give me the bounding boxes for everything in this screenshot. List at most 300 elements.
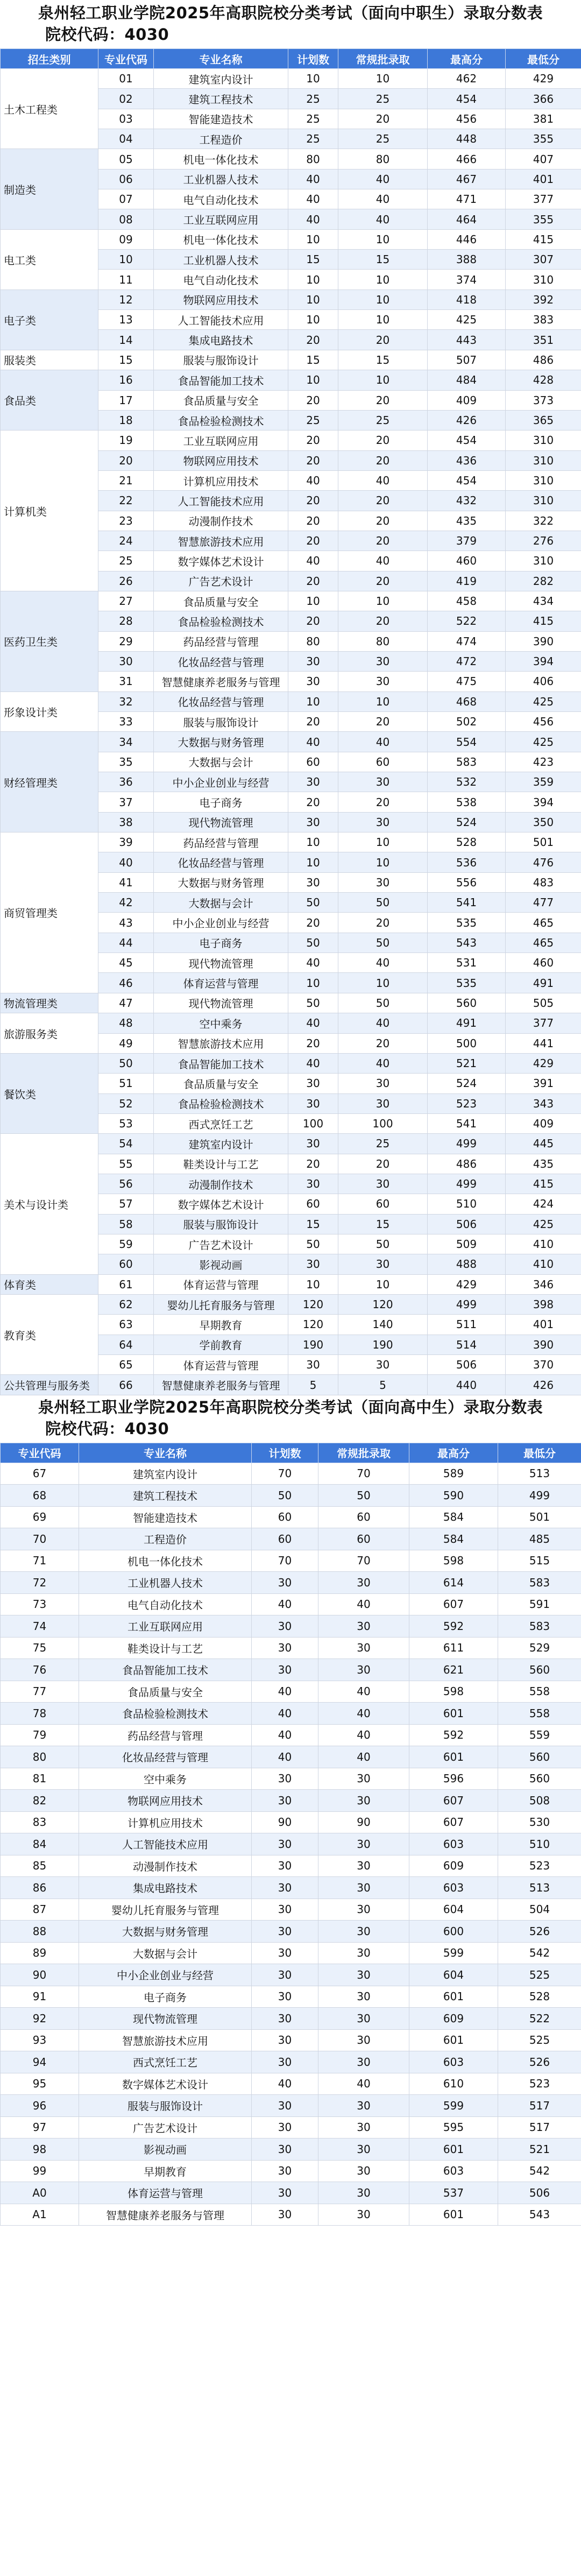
plan-count-cell: 30 xyxy=(252,1855,318,1877)
category-cell: 财经管理类 xyxy=(1,732,98,832)
plan-count-cell: 10 xyxy=(288,69,338,89)
table2-header-row xyxy=(1,1443,581,1463)
major-name-cell: 数字媒体艺术设计 xyxy=(154,551,288,571)
major-code-cell: 84 xyxy=(1,1833,79,1855)
max-score-cell: 598 xyxy=(409,1681,498,1703)
major-name-cell: 化妆品经营与管理 xyxy=(154,651,288,671)
min-score-cell: 394 xyxy=(506,651,581,671)
admitted-count-cell: 40 xyxy=(338,169,428,189)
admitted-count-cell: 10 xyxy=(338,310,428,330)
plan-count-cell: 40 xyxy=(288,551,338,571)
major-code-cell: 67 xyxy=(1,1463,79,1485)
column-header: 计划数 xyxy=(252,1443,318,1463)
min-score-cell: 425 xyxy=(506,691,581,711)
major-code-cell: 36 xyxy=(98,772,154,792)
min-score-cell: 425 xyxy=(506,732,581,752)
table-row xyxy=(1,1463,581,1485)
plan-count-cell: 10 xyxy=(288,591,338,611)
table-row xyxy=(1,993,581,1013)
max-score-cell: 419 xyxy=(428,571,506,591)
plan-count-cell: 20 xyxy=(288,531,338,551)
major-code-cell: 30 xyxy=(98,651,154,671)
min-score-cell: 377 xyxy=(506,189,581,209)
min-score-cell: 276 xyxy=(506,531,581,551)
major-name-cell: 体育运营与管理 xyxy=(154,973,288,993)
column-header: 最高分 xyxy=(409,1443,498,1463)
admitted-count-cell: 30 xyxy=(318,1790,409,1812)
major-name-cell: 中小企业创业与经营 xyxy=(154,772,288,792)
plan-count-cell: 50 xyxy=(252,1485,318,1507)
admitted-count-cell: 20 xyxy=(338,913,428,933)
admitted-count-cell: 30 xyxy=(318,1964,409,1986)
min-score-cell: 373 xyxy=(506,390,581,410)
major-code-cell: 37 xyxy=(98,792,154,812)
plan-count-cell: 30 xyxy=(288,872,338,892)
major-name-cell: 广告艺术设计 xyxy=(79,2116,252,2139)
major-name-cell: 食品质量与安全 xyxy=(154,591,288,611)
admitted-count-cell: 20 xyxy=(338,531,428,551)
major-code-cell: 13 xyxy=(98,310,154,330)
max-score-cell: 535 xyxy=(428,913,506,933)
major-name-cell: 早期教育 xyxy=(154,1315,288,1335)
plan-count-cell: 30 xyxy=(288,1134,338,1154)
plan-count-cell: 10 xyxy=(288,852,338,872)
admitted-count-cell: 25 xyxy=(338,1134,428,1154)
min-score-cell: 558 xyxy=(498,1703,581,1725)
column-header: 专业代码 xyxy=(98,49,154,69)
admitted-count-cell: 30 xyxy=(318,1899,409,1921)
admitted-count-cell: 40 xyxy=(318,1681,409,1703)
max-score-cell: 524 xyxy=(428,812,506,832)
major-name-cell: 化妆品经营与管理 xyxy=(154,852,288,872)
min-score-cell: 401 xyxy=(506,169,581,189)
table-row xyxy=(1,370,581,390)
admitted-count-cell: 40 xyxy=(338,953,428,973)
min-score-cell: 359 xyxy=(506,772,581,792)
major-name-cell: 食品质量与安全 xyxy=(154,390,288,410)
table-row xyxy=(1,1134,581,1154)
max-score-cell: 464 xyxy=(428,209,506,229)
category-cell: 计算机类 xyxy=(1,430,98,591)
major-code-cell: 56 xyxy=(98,1174,154,1194)
plan-count-cell: 50 xyxy=(288,933,338,952)
admitted-count-cell: 30 xyxy=(318,1855,409,1877)
major-name-cell: 中小企业创业与经营 xyxy=(154,913,288,933)
major-code-cell: 59 xyxy=(98,1234,154,1254)
table-row xyxy=(1,2139,581,2161)
plan-count-cell: 30 xyxy=(252,2095,318,2117)
major-code-cell: 80 xyxy=(1,1746,79,1768)
max-score-cell: 440 xyxy=(428,1375,506,1395)
min-score-cell: 434 xyxy=(506,591,581,611)
major-code-cell: 51 xyxy=(98,1074,154,1093)
admitted-count-cell: 20 xyxy=(338,571,428,591)
major-name-cell: 现代物流管理 xyxy=(154,812,288,832)
plan-count-cell: 40 xyxy=(288,189,338,209)
max-score-cell: 475 xyxy=(428,672,506,691)
major-name-cell: 药品经营与管理 xyxy=(154,832,288,852)
admitted-count-cell: 30 xyxy=(338,651,428,671)
min-score-cell: 415 xyxy=(506,229,581,249)
major-name-cell: 体育运营与管理 xyxy=(154,1355,288,1375)
max-score-cell: 521 xyxy=(428,1053,506,1073)
major-name-cell: 机电一体化技术 xyxy=(154,149,288,169)
major-name-cell: 数字媒体艺术设计 xyxy=(79,2073,252,2095)
major-code-cell: 25 xyxy=(98,551,154,571)
plan-count-cell: 50 xyxy=(288,1234,338,1254)
min-score-cell: 365 xyxy=(506,410,581,430)
plan-count-cell: 20 xyxy=(288,1154,338,1174)
major-name-cell: 智慧健康养老服务与管理 xyxy=(154,672,288,691)
plan-count-cell: 15 xyxy=(288,1214,338,1234)
max-score-cell: 604 xyxy=(409,1964,498,1986)
table-row xyxy=(1,430,581,450)
category-cell: 电工类 xyxy=(1,229,98,290)
min-score-cell: 513 xyxy=(498,1877,581,1899)
table-row xyxy=(1,1681,581,1703)
plan-count-cell: 30 xyxy=(288,651,338,671)
min-score-cell: 343 xyxy=(506,1093,581,1113)
min-score-cell: 522 xyxy=(498,2008,581,2030)
plan-count-cell: 80 xyxy=(288,631,338,651)
plan-count-cell: 120 xyxy=(288,1294,338,1314)
major-name-cell: 服装与服饰设计 xyxy=(154,1214,288,1234)
category-cell: 土木工程类 xyxy=(1,69,98,149)
plan-count-cell: 40 xyxy=(288,732,338,752)
admitted-count-cell: 90 xyxy=(318,1811,409,1833)
table-row xyxy=(1,290,581,309)
major-name-cell: 化妆品经营与管理 xyxy=(154,691,288,711)
major-code-cell: 48 xyxy=(98,1013,154,1033)
plan-count-cell: 40 xyxy=(288,470,338,490)
admitted-count-cell: 30 xyxy=(338,812,428,832)
admitted-count-cell: 15 xyxy=(338,250,428,270)
max-score-cell: 583 xyxy=(428,752,506,772)
min-score-cell: 491 xyxy=(506,973,581,993)
admitted-count-cell: 20 xyxy=(338,792,428,812)
plan-count-cell: 120 xyxy=(288,1315,338,1335)
major-name-cell: 工业互联网应用 xyxy=(154,209,288,229)
admitted-count-cell: 70 xyxy=(318,1463,409,1485)
major-code-cell: 90 xyxy=(1,1964,79,1986)
plan-count-cell: 30 xyxy=(252,2051,318,2073)
plan-count-cell: 30 xyxy=(288,772,338,792)
major-name-cell: 现代物流管理 xyxy=(79,2008,252,2030)
admitted-count-cell: 30 xyxy=(318,1986,409,2008)
table-row xyxy=(1,1013,581,1033)
major-code-cell: 64 xyxy=(98,1335,154,1354)
plan-count-cell: 30 xyxy=(252,1790,318,1812)
major-name-cell: 电气自动化技术 xyxy=(79,1593,252,1615)
max-score-cell: 584 xyxy=(409,1528,498,1550)
admitted-count-cell: 60 xyxy=(338,752,428,772)
max-score-cell: 507 xyxy=(428,350,506,370)
min-score-cell: 476 xyxy=(506,852,581,872)
major-code-cell: 26 xyxy=(98,571,154,591)
plan-count-cell: 20 xyxy=(288,792,338,812)
major-code-cell: 85 xyxy=(1,1855,79,1877)
plan-count-cell: 30 xyxy=(252,1572,318,1594)
major-name-cell: 食品质量与安全 xyxy=(79,1681,252,1703)
major-name-cell: 电气自动化技术 xyxy=(154,270,288,290)
major-name-cell: 工业互联网应用 xyxy=(79,1615,252,1638)
min-score-cell: 526 xyxy=(498,2051,581,2073)
plan-count-cell: 30 xyxy=(252,1942,318,1964)
admitted-count-cell: 30 xyxy=(338,1074,428,1093)
major-code-cell: 17 xyxy=(98,390,154,410)
major-name-cell: 早期教育 xyxy=(79,2160,252,2182)
min-score-cell: 465 xyxy=(506,913,581,933)
table-row xyxy=(1,2204,581,2226)
plan-count-cell: 30 xyxy=(288,1093,338,1113)
plan-count-cell: 20 xyxy=(288,611,338,631)
max-score-cell: 607 xyxy=(409,1811,498,1833)
major-code-cell: 74 xyxy=(1,1615,79,1638)
plan-count-cell: 20 xyxy=(288,571,338,591)
major-code-cell: 15 xyxy=(98,350,154,370)
major-name-cell: 大数据与会计 xyxy=(79,1942,252,1964)
min-score-cell: 456 xyxy=(506,712,581,732)
table-row xyxy=(1,1986,581,2008)
major-code-cell: 23 xyxy=(98,511,154,531)
min-score-cell: 583 xyxy=(498,1615,581,1638)
table-row xyxy=(1,732,581,752)
admitted-count-cell: 40 xyxy=(338,209,428,229)
table-row xyxy=(1,229,581,249)
plan-count-cell: 20 xyxy=(288,913,338,933)
max-score-cell: 454 xyxy=(428,430,506,450)
major-name-cell: 集成电路技术 xyxy=(154,330,288,350)
major-code-cell: 14 xyxy=(98,330,154,350)
major-code-cell: 10 xyxy=(98,250,154,270)
major-code-cell: 38 xyxy=(98,812,154,832)
major-name-cell: 智慧旅游技术应用 xyxy=(154,1033,288,1053)
major-name-cell: 服装与服饰设计 xyxy=(79,2095,252,2117)
min-score-cell: 415 xyxy=(506,1174,581,1194)
min-score-cell: 517 xyxy=(498,2095,581,2117)
admitted-count-cell: 20 xyxy=(338,430,428,450)
plan-count-cell: 40 xyxy=(252,2073,318,2095)
major-code-cell: 39 xyxy=(98,832,154,852)
admitted-count-cell: 30 xyxy=(338,1093,428,1113)
admitted-count-cell: 20 xyxy=(338,450,428,470)
major-name-cell: 建筑工程技术 xyxy=(154,89,288,109)
plan-count-cell: 30 xyxy=(288,1254,338,1274)
plan-count-cell: 20 xyxy=(288,430,338,450)
plan-count-cell: 30 xyxy=(252,1877,318,1899)
max-score-cell: 601 xyxy=(409,1986,498,2008)
major-name-cell: 空中乘务 xyxy=(79,1768,252,1790)
plan-count-cell: 25 xyxy=(288,410,338,430)
plan-count-cell: 30 xyxy=(252,2182,318,2204)
table2-title-line2: 院校代码：4030 xyxy=(45,1419,169,1438)
major-code-cell: 28 xyxy=(98,611,154,631)
major-code-cell: 62 xyxy=(98,1294,154,1314)
min-score-cell: 521 xyxy=(498,2139,581,2161)
max-score-cell: 535 xyxy=(428,973,506,993)
major-name-cell: 电子商务 xyxy=(154,792,288,812)
plan-count-cell: 10 xyxy=(288,370,338,390)
min-score-cell: 486 xyxy=(506,350,581,370)
major-code-cell: 77 xyxy=(1,1681,79,1703)
major-name-cell: 动漫制作技术 xyxy=(154,511,288,531)
table-row xyxy=(1,2008,581,2030)
max-score-cell: 596 xyxy=(409,1768,498,1790)
table-row xyxy=(1,1877,581,1899)
plan-count-cell: 30 xyxy=(288,812,338,832)
admitted-count-cell: 30 xyxy=(318,2008,409,2030)
major-name-cell: 学前教育 xyxy=(154,1335,288,1354)
min-score-cell: 310 xyxy=(506,491,581,511)
max-score-cell: 436 xyxy=(428,450,506,470)
plan-count-cell: 30 xyxy=(252,1833,318,1855)
max-score-cell: 541 xyxy=(428,893,506,913)
plan-count-cell: 40 xyxy=(288,169,338,189)
plan-count-cell: 50 xyxy=(288,993,338,1013)
category-cell: 餐饮类 xyxy=(1,1053,98,1133)
min-score-cell: 515 xyxy=(498,1550,581,1572)
min-score-cell: 410 xyxy=(506,1234,581,1254)
column-header: 最低分 xyxy=(498,1443,581,1463)
category-cell: 美术与设计类 xyxy=(1,1134,98,1274)
major-name-cell: 鞋类设计与工艺 xyxy=(79,1637,252,1659)
max-score-cell: 603 xyxy=(409,1877,498,1899)
column-header: 最高分 xyxy=(428,49,506,69)
plan-count-cell: 15 xyxy=(288,250,338,270)
admitted-count-cell: 10 xyxy=(338,270,428,290)
major-name-cell: 服装与服饰设计 xyxy=(154,350,288,370)
major-code-cell: 78 xyxy=(1,1703,79,1725)
plan-count-cell: 20 xyxy=(288,1033,338,1053)
major-code-cell: 52 xyxy=(98,1093,154,1113)
admitted-count-cell: 40 xyxy=(338,551,428,571)
major-name-cell: 服装与服饰设计 xyxy=(154,712,288,732)
major-code-cell: 91 xyxy=(1,1986,79,2008)
plan-count-cell: 30 xyxy=(252,1964,318,1986)
major-name-cell: 动漫制作技术 xyxy=(79,1855,252,1877)
plan-count-cell: 40 xyxy=(252,1681,318,1703)
plan-count-cell: 90 xyxy=(252,1811,318,1833)
admitted-count-cell: 140 xyxy=(338,1315,428,1335)
admitted-count-cell: 10 xyxy=(338,290,428,309)
plan-count-cell: 30 xyxy=(252,1637,318,1659)
table-row xyxy=(1,1855,581,1877)
max-score-cell: 409 xyxy=(428,390,506,410)
plan-count-cell: 40 xyxy=(252,1746,318,1768)
plan-count-cell: 10 xyxy=(288,270,338,290)
major-code-cell: 68 xyxy=(1,1485,79,1507)
major-code-cell: 94 xyxy=(1,2051,79,2073)
max-score-cell: 560 xyxy=(428,993,506,1013)
major-code-cell: 29 xyxy=(98,631,154,651)
major-code-cell: 06 xyxy=(98,169,154,189)
max-score-cell: 484 xyxy=(428,370,506,390)
max-score-cell: 532 xyxy=(428,772,506,792)
plan-count-cell: 70 xyxy=(252,1550,318,1572)
min-score-cell: 525 xyxy=(498,1964,581,1986)
min-score-cell: 445 xyxy=(506,1134,581,1154)
admitted-count-cell: 30 xyxy=(338,872,428,892)
admitted-count-cell: 20 xyxy=(338,390,428,410)
admitted-count-cell: 30 xyxy=(338,1174,428,1194)
table-row xyxy=(1,591,581,611)
min-score-cell: 423 xyxy=(506,752,581,772)
major-code-cell: 58 xyxy=(98,1214,154,1234)
max-score-cell: 499 xyxy=(428,1294,506,1314)
major-name-cell: 婴幼儿托育服务与管理 xyxy=(154,1294,288,1314)
major-code-cell: 42 xyxy=(98,893,154,913)
min-score-cell: 499 xyxy=(498,1485,581,1507)
admitted-count-cell: 30 xyxy=(318,1877,409,1899)
major-name-cell: 食品检验检测技术 xyxy=(154,410,288,430)
admitted-count-cell: 40 xyxy=(318,1724,409,1746)
major-code-cell: 65 xyxy=(98,1355,154,1375)
admitted-count-cell: 20 xyxy=(338,1154,428,1174)
max-score-cell: 599 xyxy=(409,1942,498,1964)
major-name-cell: 智慧旅游技术应用 xyxy=(154,531,288,551)
max-score-cell: 388 xyxy=(428,250,506,270)
min-score-cell: 424 xyxy=(506,1194,581,1214)
max-score-cell: 425 xyxy=(428,310,506,330)
max-score-cell: 462 xyxy=(428,69,506,89)
admitted-count-cell: 30 xyxy=(318,2204,409,2226)
plan-count-cell: 30 xyxy=(252,2008,318,2030)
admitted-count-cell: 60 xyxy=(318,1506,409,1528)
min-score-cell: 542 xyxy=(498,2160,581,2182)
major-name-cell: 鞋类设计与工艺 xyxy=(154,1154,288,1174)
admitted-count-cell: 80 xyxy=(338,631,428,651)
min-score-cell: 435 xyxy=(506,1154,581,1174)
major-name-cell: 工业互联网应用 xyxy=(154,430,288,450)
min-score-cell: 310 xyxy=(506,450,581,470)
admitted-count-cell: 40 xyxy=(318,2073,409,2095)
major-code-cell: 11 xyxy=(98,270,154,290)
max-score-cell: 435 xyxy=(428,511,506,531)
table1-header-row xyxy=(1,49,581,69)
admitted-count-cell: 40 xyxy=(338,1053,428,1073)
table1-title-line1: 泉州轻工职业学院2025年高职院校分类考试（面向中职生）录取分数表 xyxy=(38,4,543,22)
table-row xyxy=(1,1637,581,1659)
min-score-cell: 310 xyxy=(506,470,581,490)
admitted-count-cell: 30 xyxy=(318,2029,409,2051)
major-code-cell: 27 xyxy=(98,591,154,611)
major-name-cell: 体育运营与管理 xyxy=(154,1274,288,1294)
admitted-count-cell: 20 xyxy=(338,712,428,732)
plan-count-cell: 60 xyxy=(252,1528,318,1550)
category-cell: 公共管理与服务类 xyxy=(1,1375,98,1395)
table-row xyxy=(1,1053,581,1073)
table-row xyxy=(1,832,581,852)
plan-count-cell: 30 xyxy=(252,1986,318,2008)
major-code-cell: 34 xyxy=(98,732,154,752)
max-score-cell: 601 xyxy=(409,2029,498,2051)
plan-count-cell: 40 xyxy=(288,953,338,973)
major-code-cell: 09 xyxy=(98,229,154,249)
plan-count-cell: 10 xyxy=(288,973,338,993)
table-row xyxy=(1,691,581,711)
min-score-cell: 441 xyxy=(506,1033,581,1053)
admitted-count-cell: 20 xyxy=(338,511,428,531)
category-cell: 旅游服务类 xyxy=(1,1013,98,1054)
max-score-cell: 592 xyxy=(409,1724,498,1746)
admitted-count-cell: 40 xyxy=(338,189,428,209)
max-score-cell: 446 xyxy=(428,229,506,249)
min-score-cell: 560 xyxy=(498,1659,581,1681)
min-score-cell: 560 xyxy=(498,1746,581,1768)
admitted-count-cell: 20 xyxy=(338,1033,428,1053)
max-score-cell: 429 xyxy=(428,1274,506,1294)
plan-count-cell: 40 xyxy=(288,1053,338,1073)
